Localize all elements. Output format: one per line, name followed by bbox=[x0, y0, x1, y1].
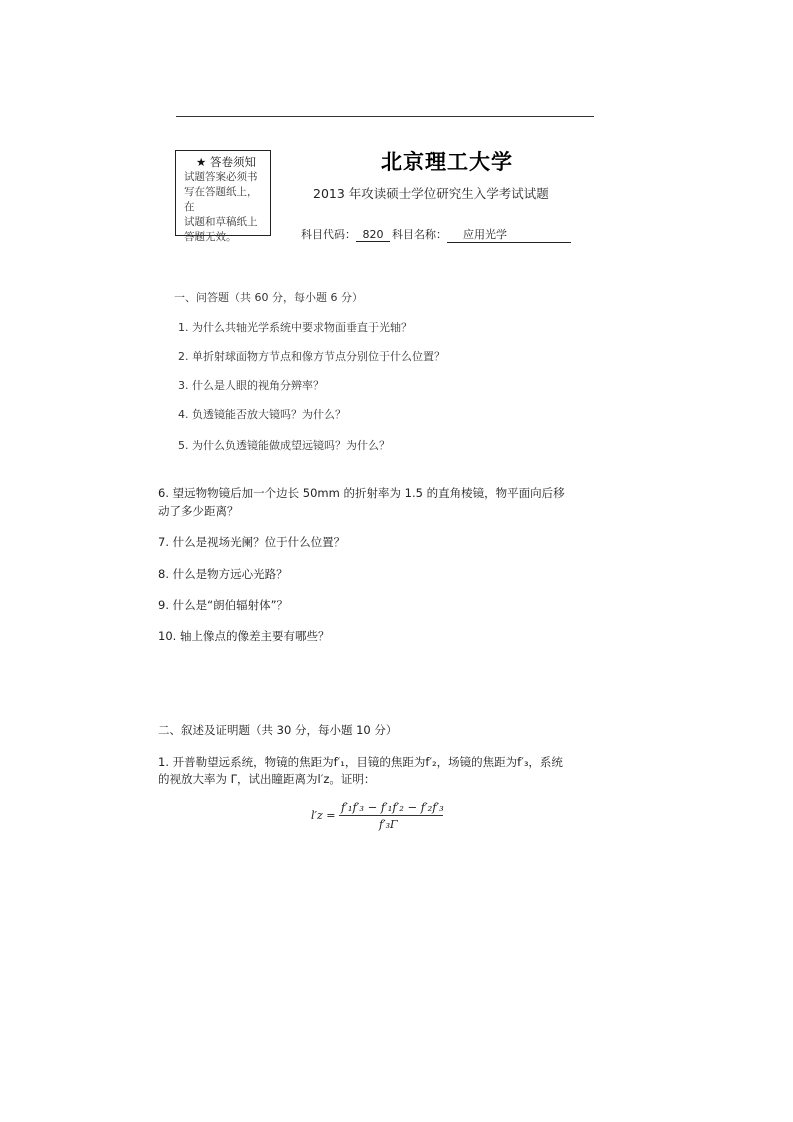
section2-question-1: 1. 开普勒望远系统，物镜的焦距为f′₁，目镜的焦距为f′₂，场镜的焦距为f′₃，系统 bbox=[158, 755, 563, 769]
notice-line: 试题答案必须书 bbox=[184, 171, 258, 183]
exam-title: 2013 年攻读硕士学位研究生入学考试试题 bbox=[313, 186, 549, 201]
subject-code: 820 bbox=[356, 228, 390, 242]
fraction-bar bbox=[339, 815, 443, 816]
notice-line: 答题无效。 bbox=[184, 231, 237, 243]
notice-title: ★ 答卷须知 bbox=[196, 155, 256, 169]
subject-code-label: 科目代码： bbox=[301, 228, 356, 241]
section2-question-1-cont: 的视放大率为 Γ，试出瞳距离为l′z。证明： bbox=[158, 772, 376, 786]
formula-numerator: f′₁f′₃ − f′₁f′₂ − f′₂f′₃ bbox=[341, 800, 444, 814]
question-10: 10. 轴上像点的像差主要有哪些？ bbox=[158, 629, 330, 643]
formula-denominator: f′₃Γ bbox=[379, 818, 398, 831]
subject-name: 应用光学 bbox=[447, 226, 571, 243]
top-rule bbox=[176, 116, 594, 117]
question-7: 7. 什么是视场光阑？位于什么位置？ bbox=[158, 535, 346, 549]
question-6-cont: 动了多少距离？ bbox=[158, 504, 239, 518]
question-8: 8. 什么是物方远心光路？ bbox=[158, 567, 288, 581]
question-4: 4. 负透镜能否放大镜吗？为什么？ bbox=[178, 408, 346, 421]
section2-title: 二、叙述及证明题（共 30 分，每小题 10 分） bbox=[158, 723, 398, 737]
question-9: 9. 什么是“朗伯辐射体”？ bbox=[158, 598, 289, 612]
section1-title: 一、问答题（共 60 分，每小题 6 分） bbox=[174, 291, 363, 304]
notice-line: 写在答题纸上，在 bbox=[184, 186, 258, 213]
university-name: 北京理工大学 bbox=[381, 149, 513, 174]
subject-row bbox=[301, 226, 571, 243]
question-5: 5. 为什么负透镜能做成望远镜吗？为什么？ bbox=[178, 439, 390, 452]
question-6: 6. 望远物物镜后加一个边长 50mm 的折射率为 1.5 的直角棱镜，物平面向后移 bbox=[158, 486, 565, 500]
question-2: 2. 单折射球面物方节点和像方节点分别位于什么位置？ bbox=[178, 350, 445, 363]
answer-notice-box bbox=[175, 150, 271, 243]
notice-line: 试题和草稿纸上 bbox=[184, 216, 258, 228]
question-3: 3. 什么是人眼的视角分辨率？ bbox=[178, 379, 324, 392]
question-1: 1. 为什么共轴光学系统中要求物面垂直于光轴？ bbox=[178, 321, 412, 334]
subject-name-label: 科目名称： bbox=[392, 228, 447, 241]
formula-lhs: l′z = bbox=[311, 809, 336, 822]
proof-formula bbox=[311, 797, 451, 837]
